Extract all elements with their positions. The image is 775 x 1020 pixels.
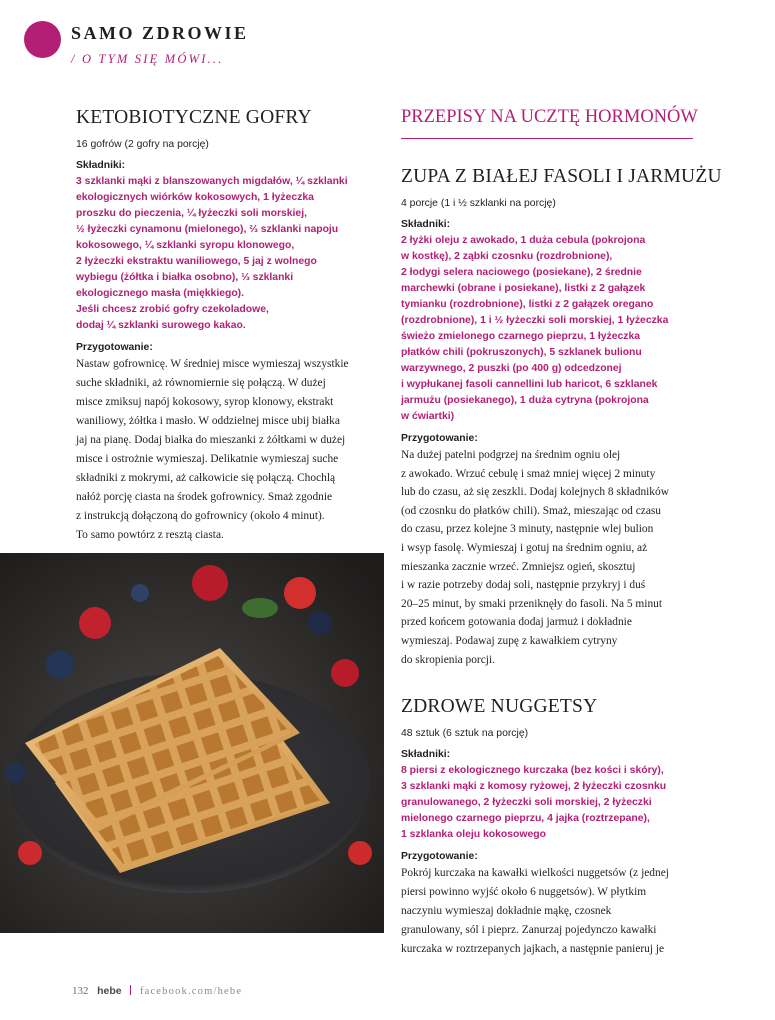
ingredients-line: w kostkę), 2 ząbki czosnku (rozdrobnione),	[401, 251, 613, 262]
preparation-label: Przygotowanie:	[76, 342, 153, 353]
recipe-title: ZUPA Z BIAŁEJ FASOLI I JARMUŻU	[401, 166, 722, 187]
preparation-text	[76, 355, 376, 545]
preparation-line: z awokado. Wrzuć cebulę i smaż mniej więcej 2 minuty	[401, 467, 656, 480]
recipe-portions: 16 gofrów (2 gofry na porcję)	[76, 139, 209, 150]
recipe-soup	[401, 166, 722, 669]
preparation-line: 20–25 minut, by smaki przeniknęły do fasoli. Na 5 minut	[401, 597, 663, 610]
ingredients-label: Składniki:	[76, 160, 126, 171]
ingredients-list	[76, 174, 376, 334]
preparation-line: piersi powinno wyjść około 6 nuggetsów). W płytkim	[401, 886, 647, 899]
ingredients-line: tymianku (rozdrobnione), listki z 2 gałązek oregano	[401, 299, 654, 310]
column-heading: PRZEPISY NA UCZTĘ HORMONÓW	[401, 107, 693, 139]
preparation-line: do skropienia porcji.	[401, 653, 495, 666]
footer-divider	[130, 985, 131, 995]
recipe-title: ZDROWE NUGGETSY	[401, 696, 598, 718]
preparation-line: nałóż porcję ciasta na środek gofrownicy. Smaż zgodnie	[76, 491, 333, 503]
preparation-line: waniliowy, żółtka i masło. W oddzielnej misce ubij białka	[76, 415, 340, 427]
page-number: 132	[72, 985, 89, 997]
ingredients-line: i wypłukanej fasoli cannellini lub haricot, 6 szklanek	[401, 379, 658, 390]
ingredients-label: Składniki:	[401, 749, 451, 761]
preparation-line: misce i ostrożnie wymieszaj. Delikatnie wymieszaj suche	[76, 453, 339, 465]
preparation-line: z instrukcją dołączoną do gofrownicy (około 4 minut).	[76, 510, 325, 522]
ingredients-line: 1 szklanka oleju kokosowego	[401, 829, 546, 841]
brand-logo: hebe	[97, 985, 122, 997]
ingredients-line: 8 piersi z ekologicznego kurczaka (bez kości i skóry),	[401, 765, 664, 777]
waffles-photo	[0, 553, 384, 933]
recipe-nuggets	[401, 696, 693, 959]
ingredients-line: kokosowego, ¼ szklanki syropu klonowego,	[76, 240, 295, 251]
preparation-line: To samo powtórz z resztą ciasta.	[76, 529, 224, 541]
preparation-line: i w razie potrzeby dodaj soli, następnie przykryj i duś	[401, 579, 646, 592]
ingredients-line: w ćwiartki)	[401, 411, 455, 422]
ingredients-line: mielonego czarnego pieprzu, 4 jajka (roztrzepane),	[401, 813, 650, 825]
ingredients-line: dodaj ¼ szklanki surowego kakao.	[76, 320, 246, 331]
ingredients-list	[401, 233, 693, 425]
preparation-line: Na dużej patelni podgrzej na średnim ogniu olej	[401, 449, 621, 461]
recipe-portions: 4 porcje (1 i ½ szklanki na porcję)	[401, 198, 556, 209]
ingredients-line: granulowanego, 2 łyżeczki soli morskiej, 2 łyżeczki	[401, 797, 652, 809]
section-dot-icon	[24, 21, 61, 58]
facebook-link[interactable]: facebook.com/hebe	[139, 986, 243, 997]
ingredients-line: świeżo zmielonego czarnego pieprzu, 1 łyżeczka	[401, 331, 641, 342]
ingredients-label: Składniki:	[401, 219, 451, 230]
ingredients-line: 3 szklanki mąki z komosy ryżowej, 2 łyżeczki czosnku	[401, 781, 667, 793]
recipe-waffles	[76, 107, 376, 545]
ingredients-line: 3 szklanki mąki z blanszowanych migdałów, ¼ szklanki	[76, 176, 348, 187]
preparation-line: składniki z mokrymi, aż całkowicie się połączą. Chochlą	[76, 472, 336, 484]
section-title: SAMO ZDROWIE	[71, 23, 249, 43]
preparation-line: mieszanka zacznie wrzeć. Zmniejsz ogień, skosztuj	[401, 560, 636, 573]
ingredients-line: ekologicznych wiórków kokosowych, 1 łyżeczka	[76, 192, 314, 203]
ingredients-line: marchewki (obrane i posiekane), listki z 2 gałązek	[401, 283, 646, 294]
ingredients-line: 2 łyżki oleju z awokado, 1 duża cebula (pokrojona	[401, 235, 646, 246]
ingredients-line: (rozdrobnione), 1 i ½ łyżeczki soli morskiej, 1 łyżeczka	[401, 315, 669, 326]
preparation-line: naczyniu wymieszaj dokładnie mąkę, czosnek	[401, 905, 612, 918]
ingredients-list	[401, 763, 693, 843]
preparation-line: Nastaw gofrownicę. W średniej misce wymieszaj wszystkie	[76, 358, 349, 370]
recipe-title: KETOBIOTYCZNE GOFRY	[76, 107, 312, 128]
preparation-line: kurczaka w roztrzepanych jajkach, a następnie panieruj je	[401, 943, 665, 956]
ingredients-line: ½ łyżeczki cynamonu (mielonego), ⅔ szklanki napoju	[76, 224, 339, 235]
preparation-line: misce zmiksuj napój kokosowy, syrop klonowy, ekstrakt	[76, 396, 334, 408]
preparation-line: i wsyp fasolę. Wymieszaj i gotuj na średnim ogniu, aż	[401, 541, 648, 554]
right-column	[401, 107, 722, 959]
preparation-line: przed końcem gotowania dodaj jarmuż i dokładnie	[401, 616, 632, 629]
waffles-photo-icon	[0, 553, 384, 933]
section-subtitle: / O TYM SIĘ MÓWI...	[71, 52, 224, 66]
preparation-line: wymieszaj. Podawaj zupę z kawałkiem cytryny	[401, 634, 618, 647]
ingredients-line: płatków chili (pokruszonych), 5 szklanek bulionu	[401, 347, 642, 358]
preparation-line: do czasu, przez kolejne 3 minuty, następnie wlej bulion	[401, 523, 654, 536]
ingredients-line: ekologicznego masła (miękkiego).	[76, 288, 245, 299]
preparation-line: suche składniki, aż równomiernie się połączą. W dużej	[76, 377, 326, 389]
page-footer	[72, 985, 242, 997]
ingredients-line: 2 łodygi selera naciowego (posiekane), 2 średnie	[401, 267, 642, 278]
ingredients-line: jarmużu (posiekanego), 1 duża cytryna (pokrojona	[401, 395, 649, 406]
recipe-portions: 48 sztuk (6 sztuk na porcję)	[401, 728, 529, 740]
preparation-label: Przygotowanie:	[401, 433, 478, 444]
preparation-line: jaj na pianę. Dodaj białka do mieszanki z żółtkami w dużej	[76, 434, 346, 446]
preparation-line: granulowany, sól i pieprz. Zanurzaj pojedynczo kawałki	[401, 924, 657, 937]
ingredients-line: warzywnego, 2 puszki (po 400 g) odcedzonej	[401, 363, 622, 374]
preparation-text	[401, 864, 693, 959]
ingredients-line: proszku do pieczenia, ¼ łyżeczki soli morskiej,	[76, 208, 307, 219]
preparation-text	[401, 446, 693, 669]
ingredients-line: Jeśli chcesz zrobić gofry czekoladowe,	[76, 304, 269, 315]
preparation-line: (od czosnku do płatków chili). Smaż, mieszając od czasu	[401, 504, 662, 517]
preparation-line: Pokrój kurczaka na kawałki wielkości nuggetsów (z jednej	[401, 867, 669, 880]
preparation-line: lub do czasu, aż się zeszkli. Dodaj kolejnych 8 składników	[401, 486, 669, 499]
ingredients-line: wybiegu (żółtka i białka osobno), ⅓ szklanki	[76, 272, 294, 283]
preparation-label: Przygotowanie:	[401, 851, 478, 863]
ingredients-line: 2 łyżeczki ekstraktu waniliowego, 5 jaj z wolnego	[76, 256, 317, 267]
